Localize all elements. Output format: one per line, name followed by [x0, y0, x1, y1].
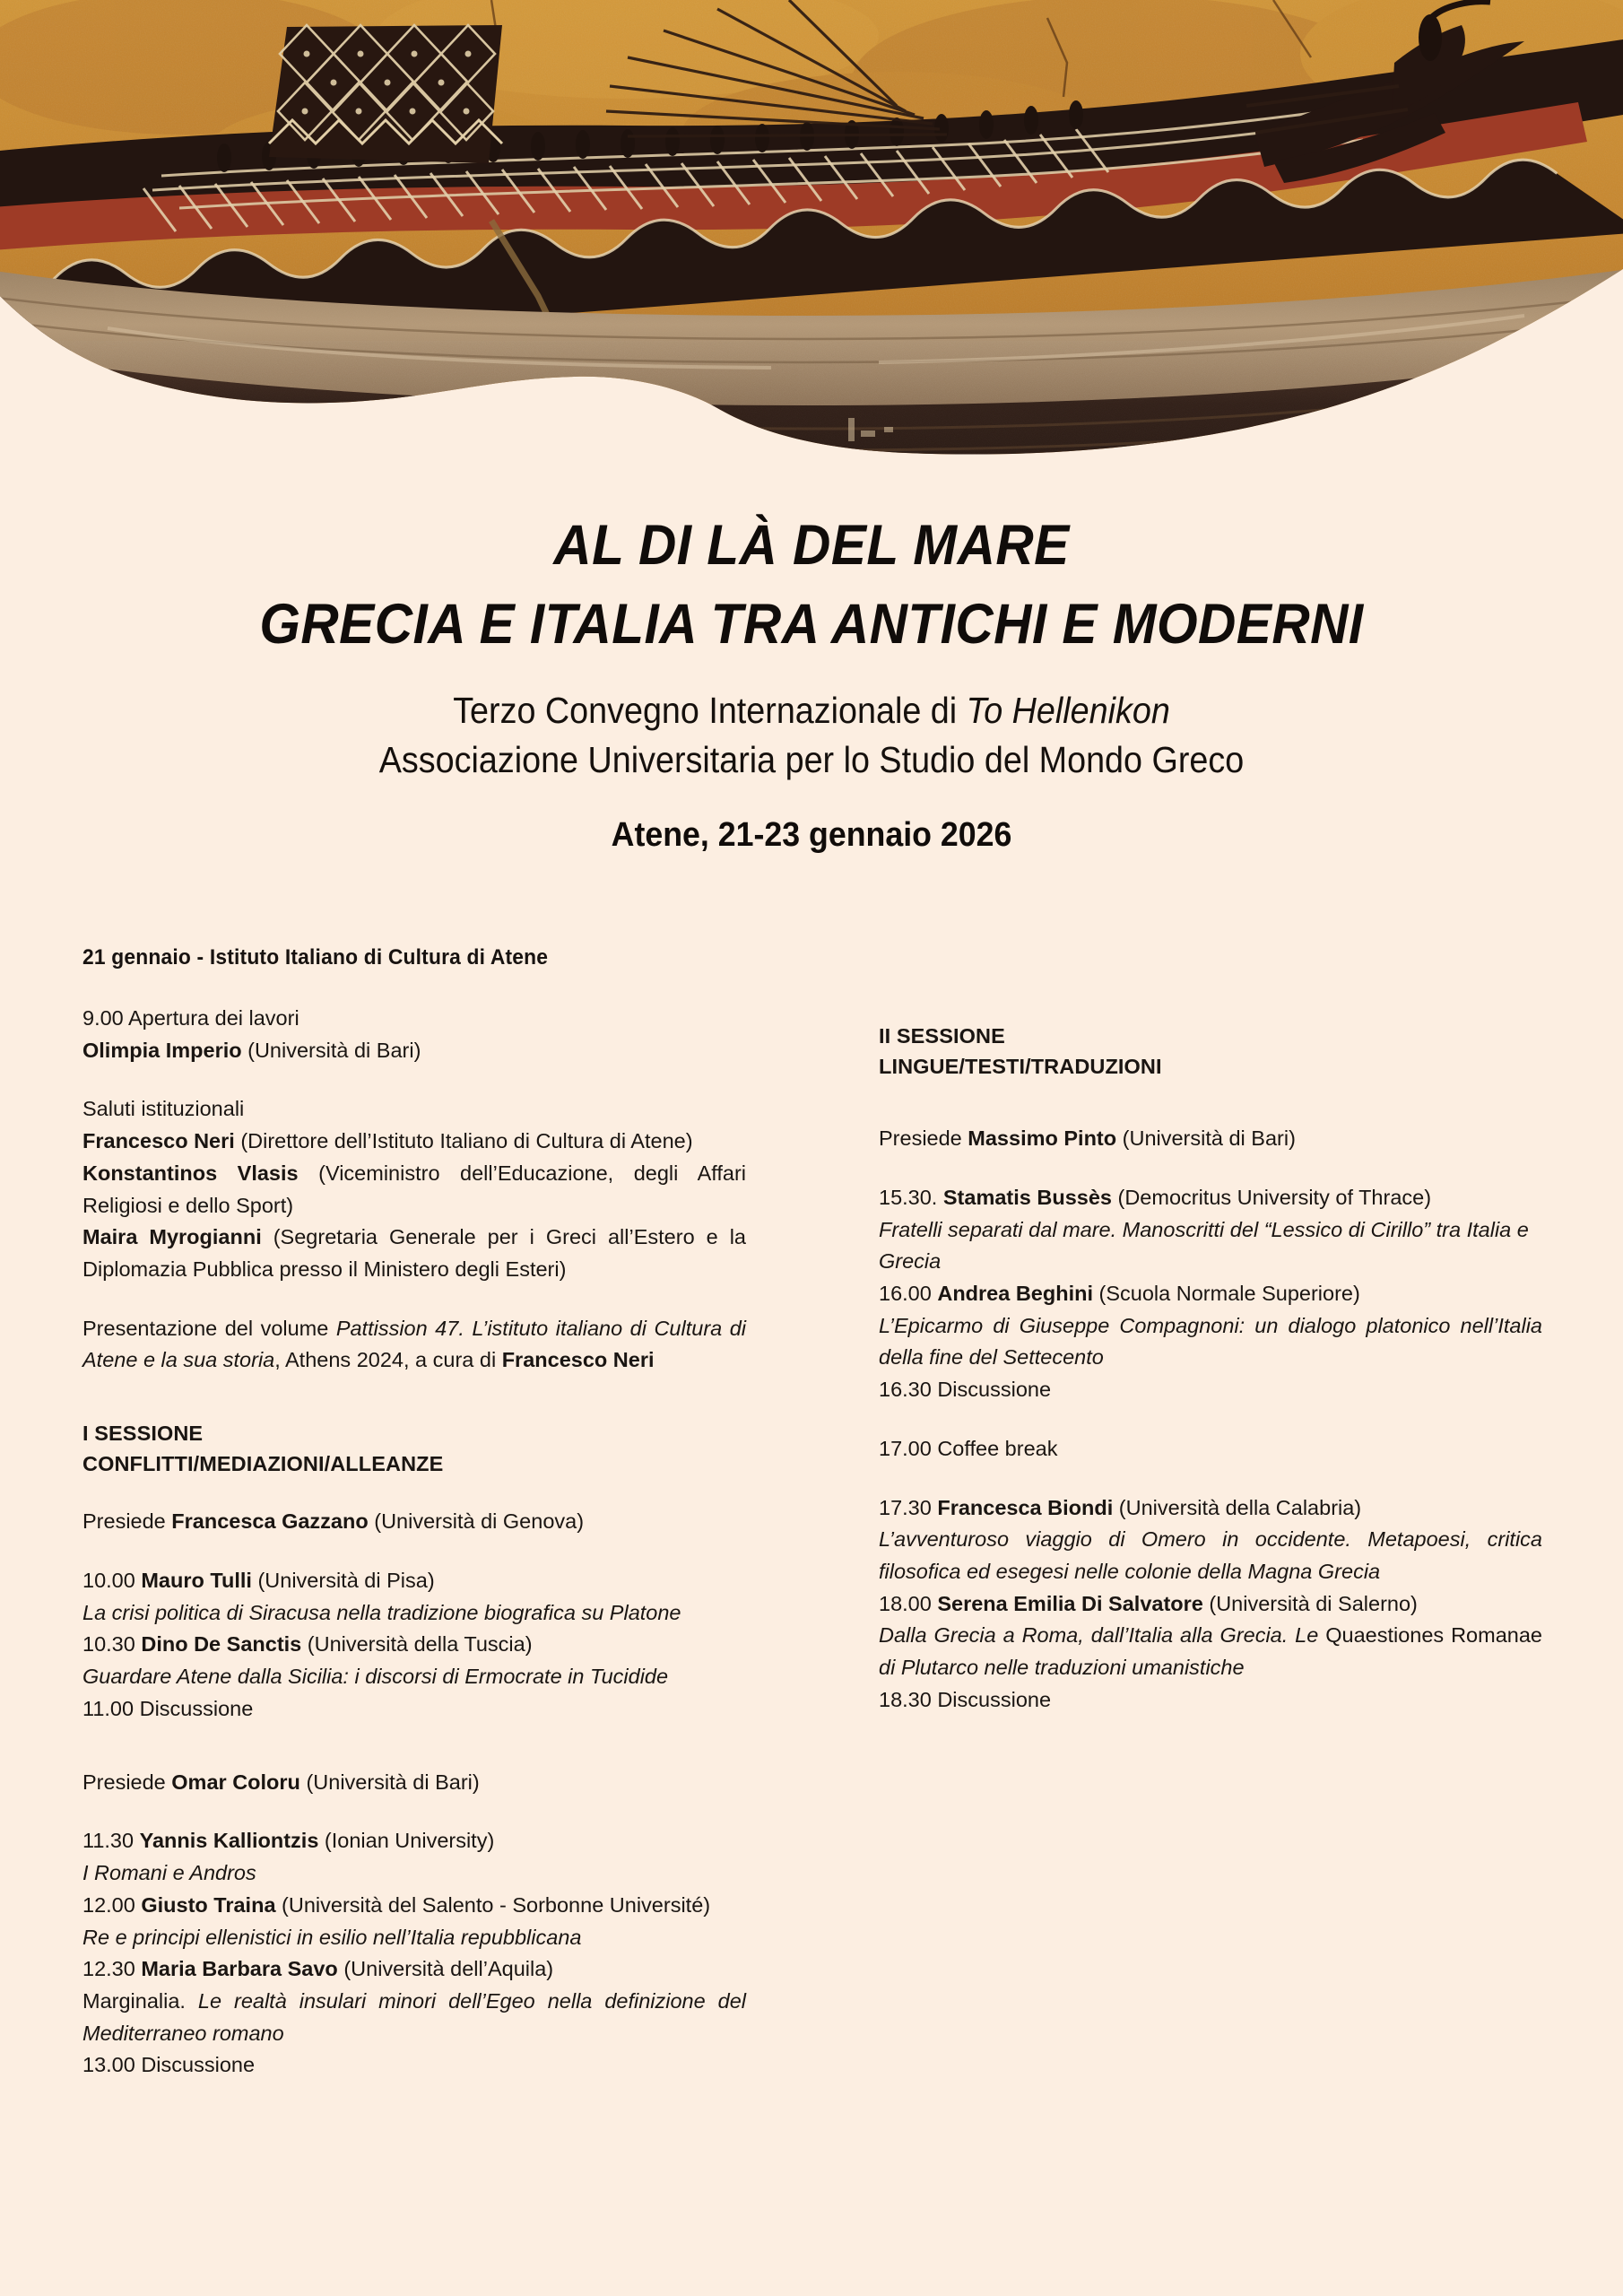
speaker-name: Olimpia Imperio: [82, 1038, 242, 1062]
talk-speaker: Mauro Tulli: [141, 1569, 252, 1593]
talks-block: [879, 1492, 1542, 1717]
subtitle-line2: Associazione Universitaria per lo Studio del Mondo Greco: [378, 739, 1245, 781]
coffee-break-block: [879, 1433, 1542, 1465]
program-column-left: [82, 1003, 746, 2082]
chair-block: [82, 1767, 746, 1799]
talk-time: 18.00: [879, 1591, 938, 1615]
talk-title: Fratelli separati dal mare. Manoscritti del “Lessico di Cirillo” tra Italia e Grecia: [879, 1217, 1529, 1274]
opening-line: 9.00 Apertura dei lavori: [82, 1006, 299, 1030]
talk-time: 12.30: [82, 1957, 142, 1981]
discussion-line: 16.30 Discussione: [879, 1378, 1052, 1402]
page-title-line2: GRECIA E ITALIA TRA ANTICHI E MODERNI: [259, 593, 1364, 657]
talk-speaker: Yannis Kalliontzis: [139, 1829, 319, 1853]
talk-affiliation: (Università del Salento - Sorbonne Université): [275, 1892, 711, 1917]
greetings-block: [82, 1093, 746, 1285]
subtitle-line1: [65, 686, 1558, 736]
chair-prefix: Presiede: [82, 1770, 172, 1794]
program-column-right: [879, 1021, 1542, 1717]
vase-illustration: [0, 0, 1623, 502]
book-title: Pattission 47. L’istituto italiano di Cultura di Atene e la sua storia: [82, 1316, 746, 1372]
spacer: [879, 1406, 1542, 1433]
talk-title: Guardare Atene dalla Sicilia: i discorsi di Ermocrate in Tucidide: [82, 1665, 669, 1689]
spacer: [82, 1404, 746, 1418]
talk-time: 10.30: [82, 1632, 142, 1657]
opening-speaker: [82, 1035, 746, 1067]
talk-affiliation: (Università della Tuscia): [301, 1632, 533, 1657]
talk-title: La crisi politica di Siracusa nella tradizione biografica su Platone: [82, 1600, 681, 1624]
chair-name: Francesca Gazzano: [171, 1509, 369, 1534]
talk-time: 10.00: [82, 1569, 142, 1593]
talk-header: [82, 1953, 746, 1986]
book-editor: Francesco Neri: [501, 1348, 655, 1372]
session-1-heading: [82, 1418, 746, 1479]
spacer: [82, 1752, 746, 1767]
talk-title: L’avventuroso viaggio di Omero in occidente. Metapoesi, critica filosofica ed esegesi nelle colonie della Magna Grecia: [879, 1527, 1542, 1584]
talk-header: [879, 1182, 1542, 1214]
chair-name: Omar Coloru: [171, 1770, 300, 1794]
poster-dateline: Atene, 21-23 gennaio 2026: [611, 816, 1012, 854]
talk-speaker: Giusto Traina: [141, 1892, 276, 1917]
talk-affiliation: (Ionian University): [318, 1829, 495, 1853]
talk-title: Re e principi ellenistici in esilio nell’Italia repubblicana: [82, 1925, 582, 1949]
chair-prefix: Presiede: [879, 1126, 968, 1151]
greeting-item: [82, 1126, 746, 1158]
talk-title-italic: Le realtà insulari minori dell’Egeo nella definizione del Mediterraneo romano: [82, 1988, 746, 2045]
chair-line: [82, 1506, 746, 1538]
talk-affiliation: (Università di Pisa): [251, 1569, 435, 1593]
book-presentation: [82, 1313, 746, 1377]
chair-affiliation: (Università di Genova): [368, 1509, 585, 1534]
speaker-affiliation: (Segretaria Generale per i Greci all’Estero e la Diplomazia Pubblica presso il Ministero degli Esteri): [82, 1225, 746, 1282]
session-number: II SESSIONE: [879, 1024, 1005, 1048]
chair-affiliation: (Università di Bari): [299, 1770, 480, 1794]
session-theme: CONFLITTI/MEDIAZIONI/ALLEANZE: [82, 1452, 444, 1476]
talk-affiliation: (Università dell’Aquila): [337, 1957, 554, 1981]
chair-affiliation: (Università di Bari): [1116, 1126, 1296, 1151]
session-2-heading: [879, 1021, 1542, 1082]
talk-speaker: Serena Emilia Di Salvatore: [937, 1591, 1203, 1615]
chair-name: Massimo Pinto: [968, 1126, 1117, 1151]
talk-header: [82, 1825, 746, 1857]
coffee-break-line: 17.00 Coffee break: [879, 1436, 1058, 1460]
talk-header: [879, 1492, 1542, 1525]
book-prefix: Presentazione del volume: [82, 1316, 336, 1340]
chair-line: [879, 1123, 1542, 1155]
greetings-heading: Saluti istituzionali: [82, 1097, 245, 1121]
subtitle-line1-italic: To Hellenikon: [966, 689, 1170, 731]
talk-speaker: Stamatis Bussès: [942, 1185, 1112, 1209]
talks-block: [879, 1182, 1542, 1406]
book-middle: , Athens 2024, a cura di: [274, 1348, 502, 1372]
talk-speaker: Maria Barbara Savo: [141, 1957, 338, 1981]
talk-header: [82, 1629, 746, 1661]
session-theme: LINGUE/TESTI/TRADUZIONI: [879, 1055, 1162, 1079]
chair-block: [82, 1506, 746, 1538]
talks-block: [82, 1565, 746, 1726]
speaker-name: Maira Myrogianni: [82, 1225, 262, 1249]
talk-affiliation: (Università della Calabria): [1113, 1495, 1362, 1519]
speaker-name: Francesco Neri: [82, 1129, 235, 1153]
poster-subtitle: [65, 686, 1558, 787]
spacer: [879, 1109, 1542, 1123]
session-number: I SESSIONE: [82, 1422, 204, 1446]
talk-time: 12.00: [82, 1892, 142, 1917]
poster-title-block: [0, 514, 1623, 855]
talk-time: 17.30: [879, 1495, 938, 1519]
talk-header: [879, 1588, 1542, 1621]
talk-title: [879, 1620, 1542, 1683]
greeting-item: [82, 1158, 746, 1222]
book-presentation-block: [82, 1313, 746, 1377]
talk-affiliation: (Democritus University of Thrace): [1111, 1185, 1432, 1209]
discussion-line: 13.00 Discussione: [82, 2053, 256, 2077]
speaker-affiliation: (Viceministro dell’Educazione, degli Affari Religiosi e dello Sport): [82, 1161, 746, 1217]
talk-affiliation: (Scuola Normale Superiore): [1093, 1282, 1360, 1305]
talk-header: [82, 1890, 746, 1922]
vase-image-banner: [0, 0, 1623, 502]
talk-speaker: Andrea Beghini: [937, 1282, 1094, 1305]
talk-title: I Romani e Andros: [82, 1861, 256, 1885]
talk-title: L’Epicarmo di Giuseppe Compagnoni: un dialogo platonico nell’Italia della fine del Settecento: [879, 1313, 1542, 1370]
talk-title-roman: Marginalia.: [82, 1988, 198, 2013]
page-title-line1: AL DI LÀ DEL MARE: [553, 514, 1070, 577]
subtitle-line1-prefix: Terzo Convegno Internazionale di: [453, 689, 967, 731]
talk-time: 16.00: [879, 1282, 938, 1305]
speaker-affiliation: (Università di Bari): [241, 1038, 421, 1062]
talk-time: 15.30.: [879, 1185, 943, 1209]
talk-speaker: Dino De Sanctis: [141, 1632, 302, 1657]
talk-title-part1: Dalla Grecia a Roma, dall’Italia alla Grecia. Le: [879, 1623, 1326, 1648]
talk-affiliation: (Università di Salerno): [1202, 1591, 1418, 1615]
chair-block: [879, 1123, 1542, 1155]
talk-title: [82, 1986, 746, 2049]
day-heading: 21 gennaio - Istituto Italiano di Cultura di Atene: [82, 945, 549, 970]
talk-speaker: Francesca Biondi: [937, 1495, 1114, 1519]
discussion-line: 18.30 Discussione: [879, 1687, 1052, 1711]
talk-header: [879, 1278, 1542, 1310]
speaker-name: Konstantinos Vlasis: [82, 1161, 299, 1185]
talk-title-part2: Quaestiones Romanae: [1325, 1623, 1542, 1648]
chair-prefix: Presiede: [82, 1509, 172, 1534]
discussion-line: 11.00 Discussione: [82, 1696, 254, 1720]
talk-time: 11.30: [82, 1829, 140, 1853]
talk-title-part3: di Plutarco nelle traduzioni umanistiche: [879, 1656, 1245, 1680]
program-columns: [0, 1003, 1623, 2258]
speaker-affiliation: (Direttore dell’Istituto Italiano di Cultura di Atene): [234, 1129, 693, 1153]
talk-header: [82, 1565, 746, 1597]
chair-line: [82, 1767, 746, 1799]
talks-block: [82, 1825, 746, 2082]
greeting-item: [82, 1222, 746, 1285]
opening-block: [82, 1003, 746, 1066]
